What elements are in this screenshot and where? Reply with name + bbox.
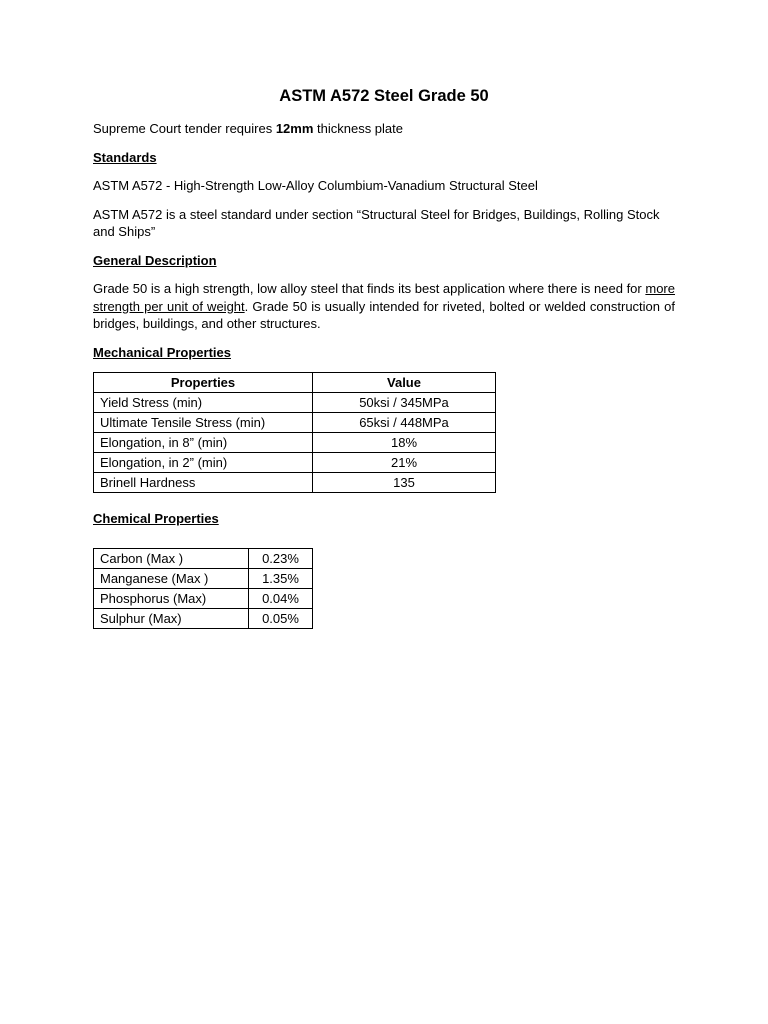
general-text-after: . Grade 50 is usually intended for riveted, bolted or welded construction of bridges, buildings, and other structures.: [93, 298, 675, 331]
standards-heading: Standards: [93, 149, 157, 165]
general-description-heading: General Description: [93, 252, 217, 268]
mechanical-properties-heading: Mechanical Properties: [93, 344, 231, 360]
element-cell: Manganese (Max ): [94, 568, 249, 588]
table-row: [94, 433, 496, 453]
general-underlined-text: more strength per unit of weight: [93, 281, 675, 314]
value-cell: 50ksi / 345MPa: [313, 393, 496, 413]
table-row: [94, 568, 313, 588]
property-cell: Elongation, in 2” (min): [94, 453, 313, 473]
property-cell: Elongation, in 8” (min): [94, 433, 313, 453]
value-cell: 18%: [313, 433, 496, 453]
document-title: ASTM A572 Steel Grade 50: [279, 87, 489, 105]
value-cell: 1.35%: [249, 568, 313, 588]
value-cell: 135: [313, 473, 496, 493]
element-cell: Phosphorus (Max): [94, 588, 249, 608]
table-row: [94, 473, 496, 493]
element-cell: Sulphur (Max): [94, 608, 249, 628]
column-header-value: Value: [313, 373, 496, 393]
value-cell: 21%: [313, 453, 496, 473]
value-cell: 0.23%: [249, 548, 313, 568]
column-header-properties: Properties: [94, 373, 313, 393]
table-header-row: [94, 373, 496, 393]
value-cell: 0.04%: [249, 588, 313, 608]
intro-thickness: 12mm: [275, 121, 314, 136]
chemical-properties-heading: Chemical Properties: [93, 511, 219, 526]
value-cell: 65ksi / 448MPa: [313, 413, 496, 433]
general-description-paragraph: [93, 280, 675, 333]
mechanical-properties-table: [93, 372, 496, 493]
value-cell: 0.05%: [249, 608, 313, 628]
document-page: [93, 86, 675, 629]
table-row: [94, 453, 496, 473]
intro-paragraph: [93, 120, 675, 138]
property-cell: Brinell Hardness: [94, 473, 313, 493]
table-row: [94, 608, 313, 628]
standards-line-1: ASTM A572 - High-Strength Low-Alloy Columbium-Vanadium Structural Steel: [93, 178, 538, 193]
chemical-properties-table: [93, 548, 313, 629]
table-row: [94, 548, 313, 568]
intro-text-after: thickness plate: [313, 121, 403, 136]
standards-line-2: ASTM A572 is a steel standard under section “Structural Steel for Bridges, Buildings, Rolling Stock and Ships”: [93, 206, 660, 239]
general-text-before: Grade 50 is a high strength, low alloy steel that finds its best application where there is need for: [93, 281, 646, 296]
table-row: [94, 393, 496, 413]
table-row: [94, 413, 496, 433]
intro-text-before: Supreme Court tender requires: [93, 121, 276, 136]
property-cell: Ultimate Tensile Stress (min): [94, 413, 313, 433]
property-cell: Yield Stress (min): [94, 393, 313, 413]
element-cell: Carbon (Max ): [94, 548, 249, 568]
table-row: [94, 588, 313, 608]
